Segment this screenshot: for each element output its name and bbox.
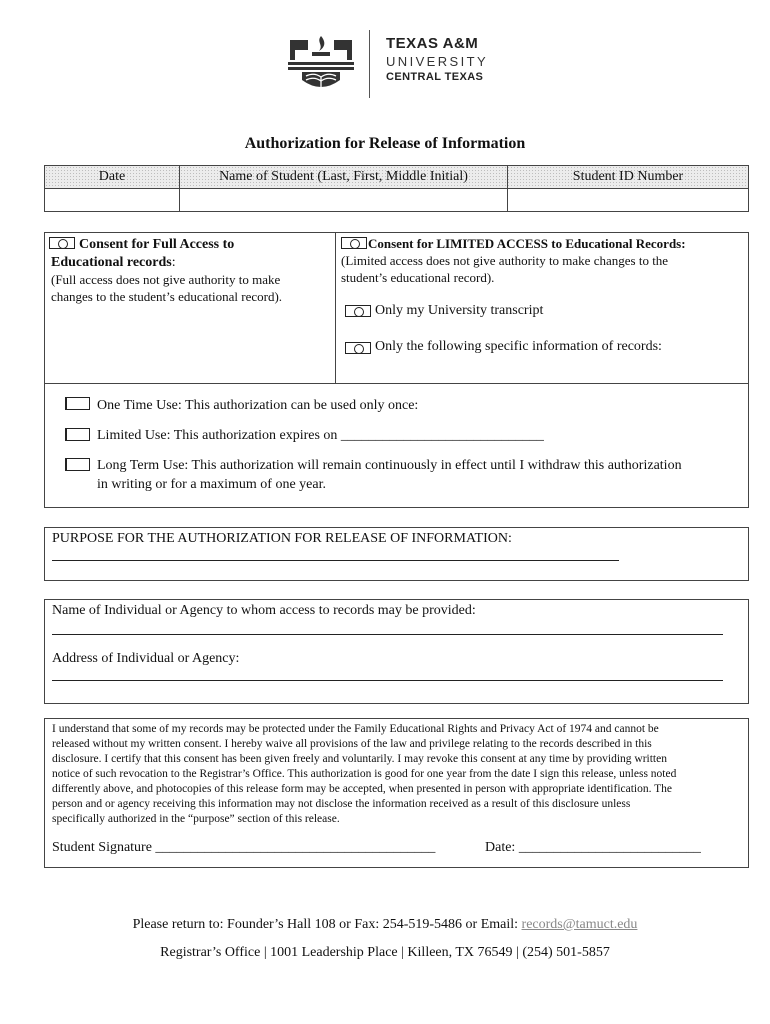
purpose-label: PURPOSE FOR THE AUTHORIZATION FOR RELEASE OF INFORMATION: xyxy=(52,531,512,546)
limited-use-checkbox[interactable] xyxy=(65,428,90,441)
statement-line: disclosure. I certify that this consent has been given freely and voluntarily. I may revoke this consent at any time by providing written xyxy=(52,753,667,765)
recipient-address-entry-line[interactable] xyxy=(52,680,723,681)
full-access-radio[interactable] xyxy=(49,237,75,249)
specific-records-radio[interactable] xyxy=(345,342,371,354)
full-access-note-line2: changes to the student’s educational record). xyxy=(51,289,283,304)
return-instructions-text: Please return to: Founder’s Hall 108 or Fax: 254-519-5486 or Email: xyxy=(132,917,522,932)
long-term-use-label-line1: Long Term Use: This authorization will remain continuously in effect until I withdraw this authorization xyxy=(97,458,682,473)
consent-column-divider xyxy=(335,233,336,383)
purpose-section xyxy=(44,527,749,581)
one-time-use-checkbox[interactable] xyxy=(65,397,90,410)
consent-statement-section xyxy=(44,718,749,868)
limited-use-label: Limited Use: This authorization expires on _____________________________ xyxy=(97,428,544,443)
statement-line: notice of such revocation to the Registrar’s Office. This authorization is good for one year from the date I sign this release, unless noted xyxy=(52,768,677,780)
long-term-use-label-line2: in writing or for a maximum of one year. xyxy=(97,477,326,492)
student-name-field[interactable] xyxy=(181,189,506,211)
recipient-section xyxy=(44,599,749,704)
transcript-only-radio[interactable] xyxy=(345,305,371,317)
signature-date-field[interactable]: Date: __________________________ xyxy=(485,840,701,855)
full-access-heading-colon: : xyxy=(171,255,176,270)
statement-line: person and or agency receiving this information may not disclose the information received as a result of this disclosure unless xyxy=(52,798,631,810)
specific-records-label: Only the following specific information of records: xyxy=(375,339,662,354)
student-id-field[interactable] xyxy=(509,189,747,211)
logo-line-1: TEXAS A&M xyxy=(386,35,479,52)
consent-row-divider xyxy=(45,383,748,384)
consent-section xyxy=(44,232,749,508)
full-access-heading-line2: Educational records xyxy=(51,255,172,270)
university-wordmark xyxy=(386,36,488,83)
registrar-address: Registrar’s Office | 1001 Leadership Place | Killeen, TX 76549 | (254) 501-5857 xyxy=(160,945,610,960)
recipient-name-entry-line[interactable] xyxy=(52,634,723,635)
recipient-name-label: Name of Individual or Agency to whom access to records may be provided: xyxy=(52,603,476,618)
full-access-note-line1: (Full access does not give authority to make xyxy=(51,272,281,287)
column-header-student-id: Student ID Number xyxy=(572,169,684,184)
student-info-table xyxy=(44,165,749,212)
one-time-use-label: One Time Use: This authorization can be used only once: xyxy=(97,398,419,413)
statement-line: specifically authorized in the “purpose” section of this release. xyxy=(52,813,340,825)
statement-line: differently above, and photocopies of this release form may be accepted, when presented in person with appropriate identification. The xyxy=(52,783,673,795)
column-header-student-name: Name of Student (Last, First, Middle Initial) xyxy=(219,169,468,184)
statement-line: released without my written consent. I hereby waive all provisions of the law and privilege relating to the records described in this xyxy=(52,738,652,750)
transcript-only-label: Only my University transcript xyxy=(375,303,544,318)
purpose-entry-line[interactable] xyxy=(52,560,619,561)
statement-line: I understand that some of my records may be protected under the Family Educational Rights and Privacy Act of 1974 and cannot be xyxy=(52,723,659,735)
university-logo-icon xyxy=(288,34,354,96)
limited-access-heading: Consent for LIMITED ACCESS to Educational Records: xyxy=(368,236,686,251)
logo-line-3: CENTRAL TEXAS xyxy=(386,71,484,83)
full-access-heading-line1: Consent for Full Access to xyxy=(79,237,235,252)
limited-access-note-line1: (Limited access does not give authority to make changes to the xyxy=(341,253,669,268)
limited-access-radio[interactable] xyxy=(341,237,367,249)
logo-line-2: UNIVERSITY xyxy=(386,54,489,69)
limited-access-note-line2: student’s educational record). xyxy=(341,270,495,285)
column-header-date: Date xyxy=(98,169,126,184)
long-term-use-checkbox[interactable] xyxy=(65,458,90,471)
form-title: Authorization for Release of Information xyxy=(244,135,526,152)
recipient-address-label: Address of Individual or Agency: xyxy=(52,651,240,666)
student-signature-field[interactable]: Student Signature ________________________________________ xyxy=(52,840,436,855)
logo-divider xyxy=(369,30,370,98)
email-link[interactable]: records@tamuct.edu xyxy=(521,917,638,932)
return-instructions xyxy=(0,917,770,933)
date-field[interactable] xyxy=(46,189,178,211)
